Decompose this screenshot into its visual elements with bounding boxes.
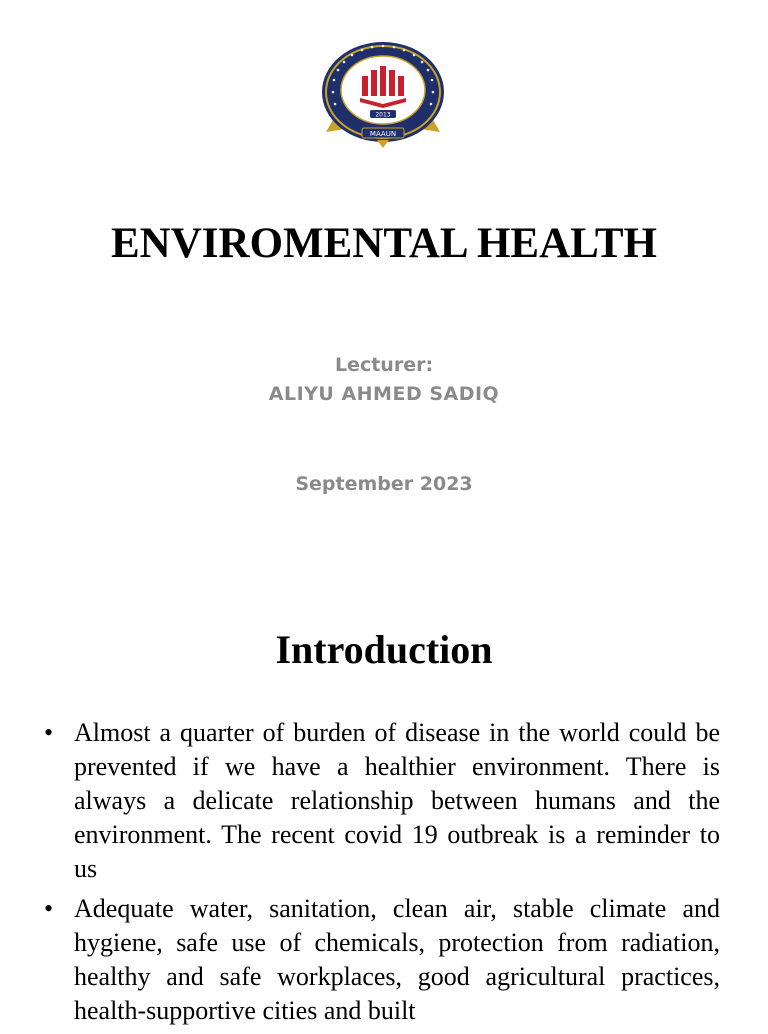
bullet-marker: • xyxy=(44,894,54,923)
bullet-text: Almost a quarter of burden of disease in the world could be prevented if we have a healthier environment. There is always a delicate relationship between humans and the environment. The recent covid 19 outbreak is a reminder to us xyxy=(74,718,720,883)
university-crest-logo xyxy=(312,40,454,152)
page-title: ENVIROMENTAL HEALTH xyxy=(111,220,657,267)
svg-text:MAAUN: MAAUN xyxy=(369,130,397,138)
section-title: Introduction xyxy=(275,627,493,672)
lecturer-label: Lecturer: xyxy=(334,354,434,376)
bullet-marker: • xyxy=(44,718,54,747)
list-item xyxy=(40,892,720,1028)
bullet-list xyxy=(40,716,720,1034)
bullet-text: Adequate water, sanitation, clean air, stable climate and hygiene, safe use of chemicals, protection from radiation, healthy and safe workplaces, good agricultural practices, health-supportive cities and built xyxy=(74,894,720,1025)
presentation-date: September 2023 xyxy=(295,473,473,495)
list-item xyxy=(40,716,720,886)
svg-text:2013: 2013 xyxy=(375,111,391,119)
lecturer-name: ALIYU AHMED SADIQ xyxy=(268,383,500,405)
